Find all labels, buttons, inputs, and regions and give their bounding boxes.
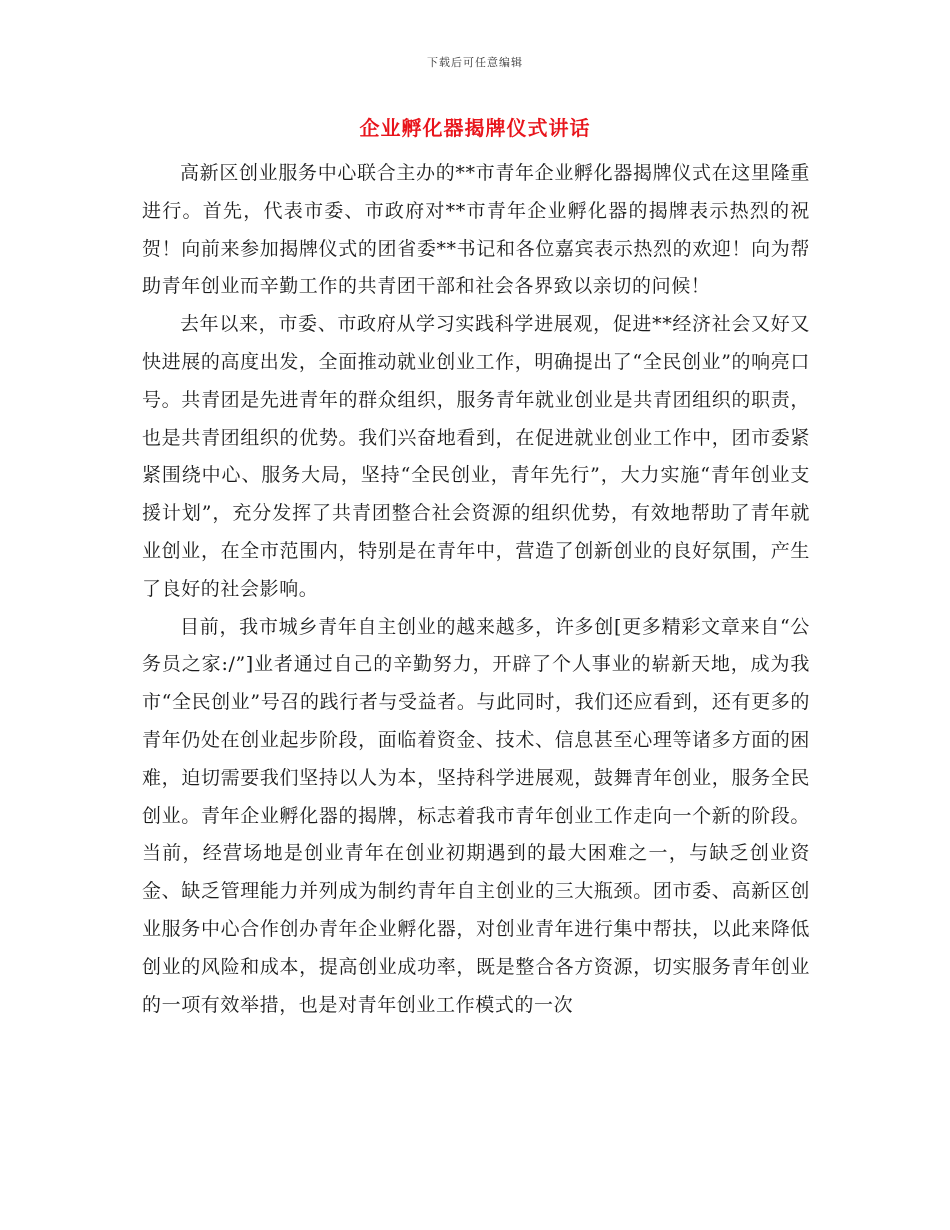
paragraph-2: 去年以来，市委、市政府从学习实践科学进展观，促进**经济社会又好又快进展的高度出发，全面推动就业创业工作，明确提出了“全民创业”的响亮口号。共青团是先进青年的群众组织，服务青年就业创业是共青团组织的职责，也是共青团组织的优势。我们兴奋地看到，在促进就业创业工作中，团市委紧紧围绕中心、服务大局，坚持“全民创业，青年先行”，大力实施“青年创业支援计划”，充分发挥了共青团整合社会资源的组织优势，有效地帮助了青年就业创业，在全市范围内，特别是在青年中，营造了创新创业的良好氛围，产生了良好的社会影响。 — [142, 313, 810, 600]
document-body — [142, 155, 810, 1024]
paragraph-3: 目前，我市城乡青年自主创业的越来越多，许多创[更多精彩文章来自“公务员之家:/”]业者通过自己的辛勤努力，开辟了个人事业的崭新天地，成为我市“全民创业”号召的践行者与受益者。与此同时，我们还应看到，还有更多的青年仍处在创业起步阶段，面临着资金、技术、信息甚至心理等诸多方面的困难，迫切需要我们坚持以人为本，坚持科学进展观，鼓舞青年创业，服务全民创业。青年企业孵化器的揭牌，标志着我市青年创业工作走向一个新的阶段。当前，经营场地是创业青年在创业初期遇到的最大困难之一，与缺乏创业资金、缺乏管理能力并列成为制约青年自主创业的三大瓶颈。团市委、高新区创业服务中心合作创办青年企业孵化器，对创业青年进行集中帮扶，以此来降低创业的风险和成本，提高创业成功率，既是整合各方资源，切实服务青年创业的一项有效举措，也是对青年创业工作模式的一次 — [142, 615, 810, 1016]
header-note: 下载后可任意编辑 — [427, 56, 523, 69]
paragraph-1: 高新区创业服务中心联合主办的**市青年企业孵化器揭牌仪式在这里隆重进行。首先，代表市委、市政府对**市青年企业孵化器的揭牌表示热烈的祝贺！向前来参加揭牌仪式的团省委**书记和各位嘉宾表示热烈的欢迎！向为帮助青年创业而辛勤工作的共青团干部和社会各界致以亲切的问候！ — [142, 162, 810, 298]
document-title: 企业孵化器揭牌仪式讲话 — [359, 116, 591, 140]
